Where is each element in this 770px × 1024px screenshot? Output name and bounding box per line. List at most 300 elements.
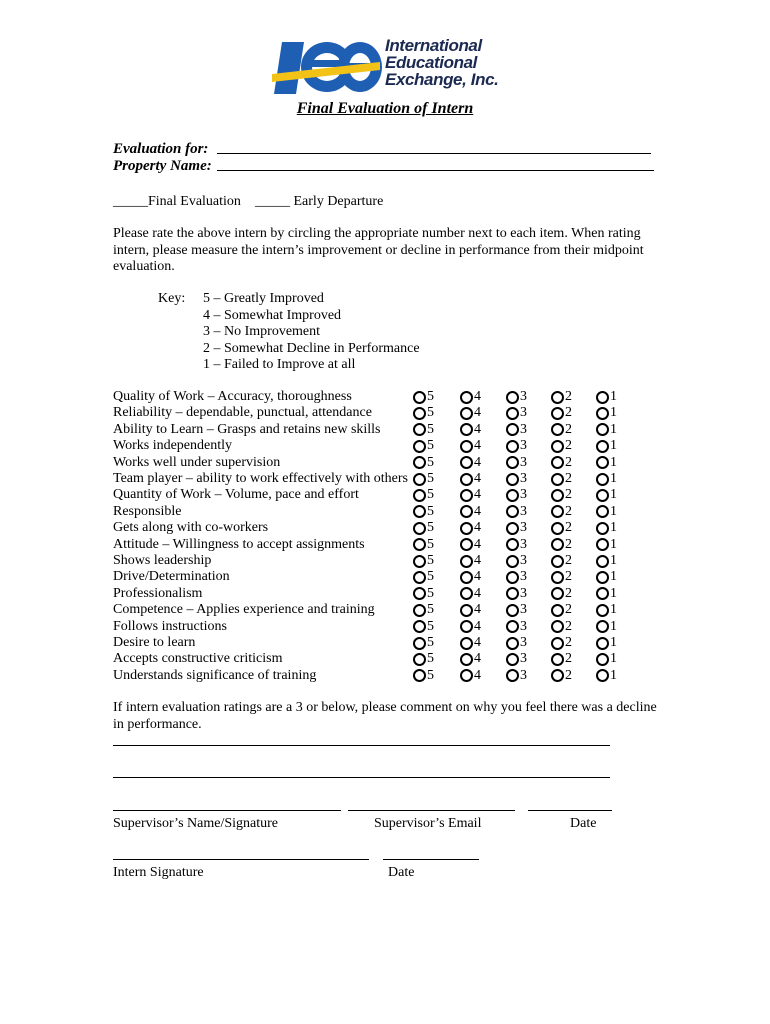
key-list bbox=[203, 291, 420, 374]
rating-option-2[interactable] bbox=[551, 635, 572, 651]
criteria-label: Works well under supervision bbox=[113, 454, 281, 470]
rating-option-5[interactable] bbox=[413, 438, 434, 454]
comment-line-1[interactable] bbox=[113, 745, 610, 746]
rating-option-2[interactable] bbox=[551, 438, 572, 454]
rating-value: 1 bbox=[610, 520, 617, 536]
rating-value: 4 bbox=[474, 405, 481, 421]
rating-option-1[interactable] bbox=[596, 586, 617, 602]
radio-circle-icon[interactable] bbox=[551, 604, 564, 617]
supervisor-date-label: Date bbox=[570, 816, 597, 831]
rating-value: 1 bbox=[610, 389, 617, 404]
radio-circle-icon[interactable] bbox=[551, 391, 564, 404]
comment-prompt: If intern evaluation ratings are a 3 or below, please comment on why you feel there was a decline in performance. bbox=[113, 700, 657, 732]
rating-option-4[interactable] bbox=[460, 504, 481, 520]
evaluation-for-label: Evaluation for: bbox=[113, 141, 209, 157]
rating-option-2[interactable] bbox=[551, 487, 572, 503]
rating-option-5[interactable] bbox=[413, 537, 434, 553]
radio-circle-icon[interactable] bbox=[596, 587, 609, 600]
radio-circle-icon[interactable] bbox=[413, 423, 426, 436]
rating-value: 3 bbox=[520, 421, 527, 437]
rating-value: 1 bbox=[610, 585, 617, 601]
radio-circle-icon[interactable] bbox=[460, 473, 473, 486]
rating-value: 4 bbox=[474, 569, 481, 585]
radio-circle-icon[interactable] bbox=[460, 423, 473, 436]
evaluation-for-field[interactable] bbox=[217, 153, 651, 154]
criteria-row bbox=[113, 651, 653, 668]
radio-circle-icon[interactable] bbox=[413, 440, 426, 453]
rating-option-5[interactable] bbox=[413, 635, 434, 651]
criteria-label: Desire to learn bbox=[113, 635, 196, 650]
rating-value: 2 bbox=[565, 667, 572, 683]
radio-circle-icon[interactable] bbox=[596, 473, 609, 486]
radio-circle-icon[interactable] bbox=[506, 587, 519, 600]
rating-option-2[interactable] bbox=[551, 537, 572, 553]
radio-circle-icon[interactable] bbox=[596, 407, 609, 420]
radio-circle-icon[interactable] bbox=[506, 637, 519, 650]
rating-value: 2 bbox=[565, 569, 572, 585]
radio-circle-icon[interactable] bbox=[596, 440, 609, 453]
rating-value: 2 bbox=[565, 487, 572, 503]
criteria-row bbox=[113, 520, 653, 537]
rating-option-1[interactable] bbox=[596, 553, 617, 569]
rating-value: 4 bbox=[474, 471, 481, 486]
radio-circle-icon[interactable] bbox=[460, 489, 473, 502]
rating-option-5[interactable] bbox=[413, 455, 434, 471]
rating-value: 4 bbox=[474, 536, 481, 552]
rating-value: 1 bbox=[610, 553, 617, 568]
radio-circle-icon[interactable] bbox=[551, 440, 564, 453]
rating-value: 4 bbox=[474, 520, 481, 536]
rating-value: 2 bbox=[565, 553, 572, 568]
radio-circle-icon[interactable] bbox=[413, 538, 426, 551]
rating-value: 1 bbox=[610, 421, 617, 437]
rating-value: 5 bbox=[427, 667, 434, 683]
rating-value: 1 bbox=[610, 569, 617, 585]
final-evaluation-option[interactable]: _____Final Evaluation bbox=[113, 194, 241, 209]
rating-option-5[interactable] bbox=[413, 668, 434, 684]
radio-circle-icon[interactable] bbox=[596, 669, 609, 682]
radio-circle-icon[interactable] bbox=[551, 407, 564, 420]
rating-option-1[interactable] bbox=[596, 651, 617, 667]
radio-circle-icon[interactable] bbox=[413, 555, 426, 568]
radio-circle-icon[interactable] bbox=[413, 505, 426, 518]
rating-option-2[interactable] bbox=[551, 553, 572, 569]
rating-option-1[interactable] bbox=[596, 569, 617, 585]
criteria-label: Follows instructions bbox=[113, 618, 227, 634]
radio-circle-icon[interactable] bbox=[413, 489, 426, 502]
rating-option-3[interactable] bbox=[506, 537, 527, 553]
property-name-field[interactable] bbox=[217, 170, 654, 171]
rating-option-4[interactable] bbox=[460, 389, 481, 405]
radio-circle-icon[interactable] bbox=[551, 555, 564, 568]
rating-option-4[interactable] bbox=[460, 537, 481, 553]
rating-option-3[interactable] bbox=[506, 668, 527, 684]
rating-value: 5 bbox=[427, 569, 434, 585]
rating-value: 1 bbox=[610, 471, 617, 486]
supervisor-email-line[interactable] bbox=[348, 810, 515, 811]
rating-option-5[interactable] bbox=[413, 422, 434, 438]
radio-circle-icon[interactable] bbox=[506, 489, 519, 502]
rating-option-3[interactable] bbox=[506, 389, 527, 405]
key-item-1: 1 – Failed to Improve at all bbox=[203, 357, 356, 372]
rating-option-1[interactable] bbox=[596, 422, 617, 438]
radio-circle-icon[interactable] bbox=[460, 505, 473, 518]
rating-option-3[interactable] bbox=[506, 405, 527, 421]
rating-option-4[interactable] bbox=[460, 422, 481, 438]
rating-option-1[interactable] bbox=[596, 537, 617, 553]
radio-circle-icon[interactable] bbox=[506, 571, 519, 584]
rating-value: 3 bbox=[520, 618, 527, 634]
radio-circle-icon[interactable] bbox=[551, 571, 564, 584]
rating-option-1[interactable] bbox=[596, 520, 617, 536]
rating-value: 5 bbox=[427, 651, 434, 667]
rating-option-2[interactable] bbox=[551, 471, 572, 487]
rating-option-1[interactable] bbox=[596, 455, 617, 471]
rating-value: 5 bbox=[427, 553, 434, 568]
rating-option-5[interactable] bbox=[413, 602, 434, 618]
radio-circle-icon[interactable] bbox=[506, 522, 519, 535]
rating-option-3[interactable] bbox=[506, 487, 527, 503]
rating-option-4[interactable] bbox=[460, 602, 481, 618]
rating-option-2[interactable] bbox=[551, 602, 572, 618]
radio-circle-icon[interactable] bbox=[596, 653, 609, 666]
rating-option-4[interactable] bbox=[460, 569, 481, 585]
rating-value: 1 bbox=[610, 602, 617, 618]
criteria-row bbox=[113, 487, 653, 504]
rating-value: 3 bbox=[520, 569, 527, 585]
rating-option-1[interactable] bbox=[596, 471, 617, 487]
radio-circle-icon[interactable] bbox=[460, 391, 473, 404]
criteria-row bbox=[113, 405, 653, 422]
rating-value: 5 bbox=[427, 503, 434, 519]
rating-option-2[interactable] bbox=[551, 569, 572, 585]
radio-circle-icon[interactable] bbox=[551, 456, 564, 469]
rating-option-4[interactable] bbox=[460, 405, 481, 421]
radio-circle-icon[interactable] bbox=[506, 669, 519, 682]
radio-circle-icon[interactable] bbox=[506, 555, 519, 568]
rating-option-5[interactable] bbox=[413, 389, 434, 405]
rating-value: 2 bbox=[565, 438, 572, 454]
rating-value: 3 bbox=[520, 602, 527, 618]
rating-option-5[interactable] bbox=[413, 504, 434, 520]
rating-key bbox=[158, 291, 420, 372]
rating-option-4[interactable] bbox=[460, 586, 481, 602]
rating-value: 2 bbox=[565, 421, 572, 437]
radio-circle-icon[interactable] bbox=[596, 423, 609, 436]
key-item-4: 4 – Somewhat Improved bbox=[203, 307, 342, 323]
radio-circle-icon[interactable] bbox=[506, 620, 519, 633]
rating-option-5[interactable] bbox=[413, 619, 434, 635]
intern-signature-label: Intern Signature bbox=[113, 865, 204, 880]
radio-circle-icon[interactable] bbox=[413, 522, 426, 535]
rating-option-2[interactable] bbox=[551, 389, 572, 405]
radio-circle-icon[interactable] bbox=[596, 456, 609, 469]
radio-circle-icon[interactable] bbox=[596, 538, 609, 551]
radio-circle-icon[interactable] bbox=[506, 391, 519, 404]
rating-value: 5 bbox=[427, 487, 434, 503]
rating-option-4[interactable] bbox=[460, 471, 481, 487]
radio-circle-icon[interactable] bbox=[551, 473, 564, 486]
radio-circle-icon[interactable] bbox=[596, 489, 609, 502]
rating-option-4[interactable] bbox=[460, 438, 481, 454]
criteria-label: Team player – ability to work effectively with others bbox=[113, 471, 409, 486]
supervisor-name-line[interactable] bbox=[113, 810, 341, 811]
rating-value: 5 bbox=[427, 520, 434, 536]
rating-value: 1 bbox=[610, 667, 617, 683]
rating-value: 5 bbox=[427, 536, 434, 552]
radio-circle-icon[interactable] bbox=[413, 620, 426, 633]
radio-circle-icon[interactable] bbox=[596, 555, 609, 568]
rating-option-1[interactable] bbox=[596, 504, 617, 520]
rating-value: 4 bbox=[474, 454, 481, 470]
criteria-label: Reliability – dependable, punctual, attendance bbox=[113, 405, 372, 421]
rating-option-5[interactable] bbox=[413, 553, 434, 569]
rating-option-1[interactable] bbox=[596, 487, 617, 503]
rating-option-3[interactable] bbox=[506, 619, 527, 635]
rating-option-2[interactable] bbox=[551, 619, 572, 635]
radio-circle-icon[interactable] bbox=[413, 653, 426, 666]
intern-signature-line[interactable] bbox=[113, 859, 369, 860]
radio-circle-icon[interactable] bbox=[413, 391, 426, 404]
rating-option-5[interactable] bbox=[413, 405, 434, 421]
rating-value: 2 bbox=[565, 618, 572, 634]
ice-logo-mark bbox=[272, 36, 384, 96]
radio-circle-icon[interactable] bbox=[551, 620, 564, 633]
criteria-label: Drive/Determination bbox=[113, 569, 230, 585]
criteria-label: Ability to Learn – Grasps and retains new skills bbox=[113, 421, 381, 437]
rating-value: 2 bbox=[565, 389, 572, 404]
rating-value: 4 bbox=[474, 487, 481, 503]
rating-value: 5 bbox=[427, 602, 434, 618]
radio-circle-icon[interactable] bbox=[506, 538, 519, 551]
rating-option-5[interactable] bbox=[413, 569, 434, 585]
rating-value: 3 bbox=[520, 667, 527, 683]
radio-circle-icon[interactable] bbox=[460, 653, 473, 666]
criteria-label: Responsible bbox=[113, 503, 182, 519]
radio-circle-icon[interactable] bbox=[596, 571, 609, 584]
radio-circle-icon[interactable] bbox=[506, 505, 519, 518]
radio-circle-icon[interactable] bbox=[596, 391, 609, 404]
radio-circle-icon[interactable] bbox=[506, 653, 519, 666]
radio-circle-icon[interactable] bbox=[460, 522, 473, 535]
criteria-row bbox=[113, 438, 653, 455]
rating-value: 2 bbox=[565, 651, 572, 667]
rating-option-2[interactable] bbox=[551, 668, 572, 684]
radio-circle-icon[interactable] bbox=[460, 620, 473, 633]
rating-option-1[interactable] bbox=[596, 405, 617, 421]
rating-option-1[interactable] bbox=[596, 602, 617, 618]
logo-wordmark bbox=[385, 37, 498, 88]
radio-circle-icon[interactable] bbox=[596, 505, 609, 518]
supervisor-name-label: Supervisor’s Name/Signature bbox=[113, 816, 278, 831]
rating-value: 1 bbox=[610, 651, 617, 667]
rating-option-2[interactable] bbox=[551, 405, 572, 421]
radio-circle-icon[interactable] bbox=[551, 637, 564, 650]
radio-circle-icon[interactable] bbox=[551, 669, 564, 682]
radio-circle-icon[interactable] bbox=[551, 423, 564, 436]
radio-circle-icon[interactable] bbox=[551, 522, 564, 535]
rating-value: 3 bbox=[520, 389, 527, 404]
key-item-5: 5 – Greatly Improved bbox=[203, 291, 324, 306]
criteria-label: Quality of Work – Accuracy, thoroughness bbox=[113, 389, 352, 404]
radio-circle-icon[interactable] bbox=[460, 604, 473, 617]
radio-circle-icon[interactable] bbox=[460, 571, 473, 584]
rating-option-3[interactable] bbox=[506, 586, 527, 602]
radio-circle-icon[interactable] bbox=[551, 489, 564, 502]
radio-circle-icon[interactable] bbox=[460, 637, 473, 650]
rating-option-3[interactable] bbox=[506, 471, 527, 487]
radio-circle-icon[interactable] bbox=[596, 522, 609, 535]
supervisor-date-line[interactable] bbox=[528, 810, 612, 811]
criteria-label: Quantity of Work – Volume, pace and effort bbox=[113, 487, 359, 503]
radio-circle-icon[interactable] bbox=[551, 505, 564, 518]
radio-circle-icon[interactable] bbox=[596, 620, 609, 633]
radio-circle-icon[interactable] bbox=[413, 604, 426, 617]
rating-option-2[interactable] bbox=[551, 586, 572, 602]
early-departure-option[interactable]: _____ Early Departure bbox=[255, 194, 384, 209]
rating-option-4[interactable] bbox=[460, 520, 481, 536]
rating-option-4[interactable] bbox=[460, 635, 481, 651]
radio-circle-icon[interactable] bbox=[460, 555, 473, 568]
rating-option-1[interactable] bbox=[596, 619, 617, 635]
rating-option-3[interactable] bbox=[506, 635, 527, 651]
radio-circle-icon[interactable] bbox=[413, 637, 426, 650]
criteria-row bbox=[113, 422, 653, 439]
radio-circle-icon[interactable] bbox=[460, 587, 473, 600]
rating-value: 5 bbox=[427, 471, 434, 486]
rating-option-4[interactable] bbox=[460, 619, 481, 635]
rating-value: 2 bbox=[565, 635, 572, 650]
rating-value: 5 bbox=[427, 421, 434, 437]
rating-option-4[interactable] bbox=[460, 651, 481, 667]
rating-option-1[interactable] bbox=[596, 635, 617, 651]
radio-circle-icon[interactable] bbox=[551, 653, 564, 666]
radio-circle-icon[interactable] bbox=[551, 587, 564, 600]
radio-circle-icon[interactable] bbox=[413, 587, 426, 600]
rating-option-3[interactable] bbox=[506, 553, 527, 569]
rating-option-5[interactable] bbox=[413, 487, 434, 503]
radio-circle-icon[interactable] bbox=[460, 407, 473, 420]
rating-value: 5 bbox=[427, 405, 434, 421]
radio-circle-icon[interactable] bbox=[506, 423, 519, 436]
radio-circle-icon[interactable] bbox=[413, 571, 426, 584]
rating-option-2[interactable] bbox=[551, 651, 572, 667]
intern-date-line[interactable] bbox=[383, 859, 479, 860]
logo-line-1: International bbox=[385, 36, 482, 55]
comment-line-2[interactable] bbox=[113, 777, 610, 778]
radio-circle-icon[interactable] bbox=[596, 604, 609, 617]
rating-option-3[interactable] bbox=[506, 438, 527, 454]
radio-circle-icon[interactable] bbox=[506, 456, 519, 469]
rating-value: 2 bbox=[565, 405, 572, 421]
radio-circle-icon[interactable] bbox=[506, 407, 519, 420]
rating-option-4[interactable] bbox=[460, 553, 481, 569]
rating-value: 1 bbox=[610, 438, 617, 454]
rating-value: 4 bbox=[474, 421, 481, 437]
rating-value: 2 bbox=[565, 471, 572, 486]
rating-option-1[interactable] bbox=[596, 438, 617, 454]
rating-option-4[interactable] bbox=[460, 455, 481, 471]
rating-value: 5 bbox=[427, 389, 434, 404]
rating-value: 1 bbox=[610, 405, 617, 421]
rating-value: 4 bbox=[474, 389, 481, 404]
rating-option-3[interactable] bbox=[506, 602, 527, 618]
rating-value: 4 bbox=[474, 585, 481, 601]
criteria-label: Understands significance of training bbox=[113, 667, 317, 683]
rating-option-5[interactable] bbox=[413, 520, 434, 536]
rating-value: 2 bbox=[565, 503, 572, 519]
criteria-label: Competence – Applies experience and training bbox=[113, 602, 375, 618]
criteria-row bbox=[113, 537, 653, 554]
rating-option-3[interactable] bbox=[506, 651, 527, 667]
rating-option-2[interactable] bbox=[551, 504, 572, 520]
radio-circle-icon[interactable] bbox=[460, 538, 473, 551]
rating-option-5[interactable] bbox=[413, 651, 434, 667]
radio-circle-icon[interactable] bbox=[596, 637, 609, 650]
supervisor-email-label: Supervisor’s Email bbox=[374, 816, 482, 831]
radio-circle-icon[interactable] bbox=[460, 440, 473, 453]
radio-circle-icon[interactable] bbox=[506, 473, 519, 486]
key-label: Key: bbox=[158, 291, 186, 306]
rating-option-2[interactable] bbox=[551, 422, 572, 438]
rating-option-2[interactable] bbox=[551, 455, 572, 471]
rating-option-4[interactable] bbox=[460, 487, 481, 503]
rating-option-5[interactable] bbox=[413, 586, 434, 602]
radio-circle-icon[interactable] bbox=[413, 407, 426, 420]
rating-value: 1 bbox=[610, 635, 617, 650]
rating-value: 3 bbox=[520, 585, 527, 601]
rating-value: 4 bbox=[474, 651, 481, 667]
criteria-row bbox=[113, 668, 653, 685]
rating-value: 3 bbox=[520, 503, 527, 519]
rating-option-1[interactable] bbox=[596, 668, 617, 684]
criteria-row bbox=[113, 586, 653, 603]
rating-value: 3 bbox=[520, 651, 527, 667]
rating-value: 3 bbox=[520, 536, 527, 552]
rating-option-3[interactable] bbox=[506, 504, 527, 520]
rating-option-4[interactable] bbox=[460, 668, 481, 684]
rating-value: 3 bbox=[520, 438, 527, 454]
intern-date-label: Date bbox=[388, 865, 415, 880]
radio-circle-icon[interactable] bbox=[506, 440, 519, 453]
criteria-row bbox=[113, 504, 653, 521]
criteria-row bbox=[113, 602, 653, 619]
instructions-text: Please rate the above intern by circling the appropriate number next to each item. When rating intern, please measure the intern’s improvement or decline in performance from their midpoint evaluation. bbox=[113, 226, 644, 274]
rating-value: 2 bbox=[565, 536, 572, 552]
rating-value: 1 bbox=[610, 454, 617, 470]
criteria-row bbox=[113, 455, 653, 472]
rating-value: 3 bbox=[520, 487, 527, 503]
rating-value: 1 bbox=[610, 503, 617, 519]
rating-option-3[interactable] bbox=[506, 422, 527, 438]
rating-option-3[interactable] bbox=[506, 455, 527, 471]
rating-option-2[interactable] bbox=[551, 520, 572, 536]
rating-option-3[interactable] bbox=[506, 520, 527, 536]
radio-circle-icon[interactable] bbox=[413, 456, 426, 469]
rating-value: 2 bbox=[565, 520, 572, 536]
criteria-row bbox=[113, 471, 653, 488]
rating-option-5[interactable] bbox=[413, 471, 434, 487]
radio-circle-icon[interactable] bbox=[506, 604, 519, 617]
radio-circle-icon[interactable] bbox=[413, 473, 426, 486]
rating-value: 3 bbox=[520, 454, 527, 470]
rating-option-3[interactable] bbox=[506, 569, 527, 585]
radio-circle-icon[interactable] bbox=[460, 669, 473, 682]
radio-circle-icon[interactable] bbox=[551, 538, 564, 551]
radio-circle-icon[interactable] bbox=[413, 669, 426, 682]
radio-circle-icon[interactable] bbox=[460, 456, 473, 469]
rating-option-1[interactable] bbox=[596, 389, 617, 405]
